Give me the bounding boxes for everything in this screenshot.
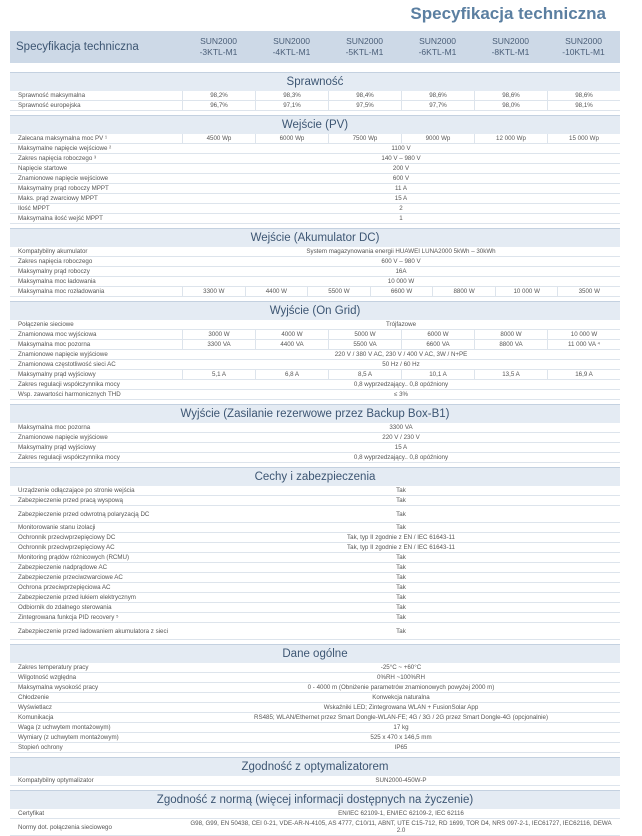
table-row (10, 743, 620, 753)
table-row (10, 144, 620, 154)
row-label: Połączenie sieciowe (18, 321, 74, 328)
row-value: Wskaźniki LED; Zintegrowana WLAN + FusionSolar App (323, 704, 479, 711)
row-value: 10 000 W (495, 287, 558, 296)
row-value: Tak (396, 584, 406, 591)
row-value: 0,8 wyprzedzający.. 0,8 opóźniony (353, 454, 449, 461)
row-label: Zalecana maksymalna moc PV ¹ (18, 135, 108, 142)
row-value: Konwekcja naturalna (372, 694, 430, 701)
model-column-header: SUN2000 -5KTL-M1 (345, 36, 384, 57)
row-label: Zabezpieczenie przed odwrotną polaryzacją DC (18, 510, 150, 518)
row-value: 6600 VA (401, 340, 474, 349)
row-value: 9000 Wp (401, 134, 474, 143)
row-label: Zakres regulacji współczynnika mocy (18, 454, 120, 461)
table-row (10, 267, 620, 277)
section-title: Dane ogólne (10, 644, 620, 663)
table-row (10, 184, 620, 194)
section-title: Wejście (PV) (10, 115, 620, 134)
header-label: Specyfikacja techniczna (16, 41, 139, 53)
row-value: 4400 VA (255, 340, 328, 349)
row-value: G98, G99, EN 50438, CEI 0-21, VDE-AR-N-4105, AS 4777, C10/11, ABNT, UTE C15-712, RD 1699, TOR D4, NRS 097-2-1, IEC61727, IEC62116, DEWA 2.0 (190, 820, 612, 834)
table-row (10, 287, 620, 297)
row-value: 0 - 4000 m (Obniżenie parametrów znamionowych powyżej 2000 m) (307, 684, 495, 691)
table-row (10, 101, 620, 111)
row-value: SUN2000-450W-P (375, 777, 427, 784)
row-value: Tak, typ II zgodnie z EN / IEC 61643-11 (347, 534, 455, 541)
table-row (10, 320, 620, 330)
table-row (10, 496, 620, 506)
row-value: 12 000 Wp (474, 134, 547, 143)
table-row (10, 486, 620, 496)
row-value: 3300 W (182, 287, 245, 296)
row-value: 2 (399, 205, 403, 212)
row-label: Zabezpieczenie przeciwzwarciowe AC (18, 574, 123, 581)
row-value: 96,7% (182, 101, 255, 110)
row-label: Waga (z uchwytem montażowym) (18, 724, 111, 731)
table-row (10, 257, 620, 267)
table-row (10, 330, 620, 340)
table-row (10, 204, 620, 214)
row-value: Tak (396, 497, 406, 504)
row-label: Komunikacja (18, 714, 54, 721)
row-value: 8800 W (432, 287, 495, 296)
table-row (10, 713, 620, 723)
row-label: Znamionowa moc wyjściowa (18, 331, 97, 338)
row-value: 98,0% (474, 101, 547, 110)
row-label: Maksymalna wysokość pracy (18, 684, 99, 691)
row-label: Kompatybilny optymalizator (18, 777, 94, 784)
row-label: Maksymalna moc ładowania (18, 278, 96, 285)
row-value: 98,3% (255, 91, 328, 100)
table-row (10, 776, 620, 786)
row-label: Zakres napięcia roboczego (18, 258, 93, 265)
table-row (10, 390, 620, 400)
row-value: 6600 W (370, 287, 433, 296)
row-label: Ochronnik przeciwprzepięciowy AC (18, 544, 115, 551)
row-value: 16,9 A (547, 370, 620, 379)
row-value: 11 000 VA ⁴ (547, 340, 620, 349)
table-row (10, 340, 620, 350)
model-column-header: SUN2000 -3KTL-M1 (199, 36, 238, 57)
row-label: Zabezpieczenie przed pracą wyspową (18, 497, 123, 504)
row-label: Zintegrowana funkcja PID recovery ⁵ (18, 614, 119, 621)
row-value: 16A (395, 268, 407, 275)
table-row (10, 563, 620, 573)
row-value: 220 V / 230 V (382, 434, 420, 441)
row-label: Normy dot. połączenia sieciowego (18, 823, 112, 831)
row-value: 5000 W (328, 330, 401, 339)
row-value: 0%RH ~100%RH (377, 674, 425, 681)
row-value: Tak (396, 564, 406, 571)
row-label: Zabezpieczenie przed ładowaniem akumulatora z sieci (18, 627, 168, 635)
row-value: 0,8 wyprzedzający.. 0,8 opóźniony (353, 381, 449, 388)
table-row (10, 663, 620, 673)
row-value: 98,6% (474, 91, 547, 100)
row-label: Znamionowa częstotliwość sieci AC (18, 361, 116, 368)
row-label: Zakres temperatury pracy (18, 664, 89, 671)
row-label: Maksymalne napięcie wejściowe ² (18, 145, 112, 152)
section-title: Sprawność (10, 72, 620, 91)
row-value: 600 V – 980 V (381, 258, 421, 265)
row-value: 200 V (392, 165, 410, 172)
row-value: Tak (396, 510, 406, 518)
row-value: EN/IEC 62109-1, EN/IEC 62109-2, IEC 62116 (338, 810, 464, 817)
row-label: Napięcie startowe (18, 165, 68, 172)
row-value: 8000 W (474, 330, 547, 339)
row-value: 10 000 W (387, 278, 415, 285)
section-title: Wejście (Akumulator DC) (10, 228, 620, 247)
row-value: 525 x 470 x 146,5 mm (370, 734, 432, 741)
row-value: 4400 W (245, 287, 308, 296)
row-value: Tak (396, 627, 406, 635)
table-row (10, 723, 620, 733)
row-label: Znamionowe napięcie wyjściowe (18, 434, 108, 441)
row-value: 15 A (394, 195, 408, 202)
row-label: Chłodzenie (18, 694, 49, 701)
row-value: ≤ 3% (393, 391, 409, 398)
row-label: Ochrona przeciwprzepięciowa AC (18, 584, 111, 591)
row-value: 17 kg (393, 724, 409, 731)
row-label: Maksymalny prąd wyjściowy (18, 444, 96, 451)
row-value: 11 A (395, 185, 407, 192)
row-label: Wymiary (z uchwytem montażowym) (18, 734, 119, 741)
row-label: Monitoring prądów różnicowych (RCMU) (18, 554, 130, 561)
table-row (10, 809, 620, 819)
row-label: Maksymalna ilość wejść MPPT (18, 215, 103, 222)
row-value: Tak, typ II zgodnie z EN / IEC 61643-11 (347, 544, 455, 551)
row-value: 5500 W (307, 287, 370, 296)
spec-table (10, 68, 620, 836)
row-label: Wsp. zawartości harmonicznych THD (18, 391, 121, 398)
row-value: 3000 W (182, 330, 255, 339)
table-row (10, 214, 620, 224)
row-value: 5500 VA (328, 340, 401, 349)
row-value: -25°C ~ +60°C (380, 664, 422, 671)
row-value: 6000 Wp (255, 134, 328, 143)
row-value: 1 (399, 215, 403, 222)
row-value: 98,4% (328, 91, 401, 100)
table-row (10, 443, 620, 453)
table-row (10, 174, 620, 184)
row-label: Zabezpieczenie przed łukiem elektrycznym (18, 594, 136, 601)
row-value: 7500 Wp (328, 134, 401, 143)
row-label: Maksymalny prąd roboczy MPPT (18, 185, 109, 192)
table-header (10, 31, 620, 63)
row-label: Maksymalny prąd roboczy (18, 268, 90, 275)
table-row (10, 573, 620, 583)
model-column-header: SUN2000 -10KTL-M1 (562, 36, 605, 57)
table-row (10, 733, 620, 743)
row-value: 15 A (394, 444, 408, 451)
table-row (10, 683, 620, 693)
row-value: 4000 W (255, 330, 328, 339)
row-value: Tak (396, 614, 406, 621)
row-value: Tak (396, 594, 406, 601)
model-column-header: SUN2000 -4KTL-M1 (272, 36, 311, 57)
table-row (10, 553, 620, 563)
row-value: 6000 W (401, 330, 474, 339)
row-value: 3300 VA (389, 424, 413, 431)
row-value: 97,7% (401, 101, 474, 110)
row-value: 15 000 Wp (547, 134, 620, 143)
table-row (10, 603, 620, 613)
table-row (10, 134, 620, 144)
row-label: Sprawność maksymalna (18, 92, 86, 99)
table-row (10, 703, 620, 713)
table-row (10, 433, 620, 443)
table-row (10, 819, 620, 836)
row-value: IP65 (394, 744, 408, 751)
row-value: 6,8 A (255, 370, 328, 379)
table-row (10, 623, 620, 640)
row-value: Tak (396, 574, 406, 581)
row-value: 97,5% (328, 101, 401, 110)
row-label: Zakres regulacji współczynnika mocy (18, 381, 120, 388)
table-row (10, 506, 620, 523)
row-label: Znamionowe napięcie wejściowe (18, 175, 109, 182)
row-value: 1100 V (391, 145, 411, 152)
table-row (10, 91, 620, 101)
row-value: Trójfazowe (385, 321, 417, 328)
row-label: Maksymalna moc pozorna (18, 424, 91, 431)
row-value: 8,5 A (328, 370, 401, 379)
row-value: Tak (396, 487, 406, 494)
model-column-header: SUN2000 -6KTL-M1 (418, 36, 457, 57)
row-value: Tak (396, 604, 406, 611)
row-label: Urządzenie odłączające po stronie wejścia (18, 487, 135, 494)
table-row (10, 194, 620, 204)
table-row (10, 164, 620, 174)
table-row (10, 453, 620, 463)
row-label: Ochronnik przeciwprzepięciowy DC (18, 534, 116, 541)
table-row (10, 613, 620, 623)
section-title: Wyjście (Zasilanie rezerwowe przez Backup Box-B1) (10, 404, 620, 423)
row-label: Ilość MPPT (18, 205, 50, 212)
row-label: Certyfikat (18, 810, 45, 817)
row-value: 4500 Wp (182, 134, 255, 143)
row-value: 140 V – 980 V (381, 155, 421, 162)
row-label: Maksymalny prąd wyjściowy (18, 371, 96, 378)
section-title: Zgodność z optymalizatorem (10, 757, 620, 776)
row-label: Znamionowe napięcie wyjściowe (18, 351, 108, 358)
section-title: Cechy i zabezpieczenia (10, 467, 620, 486)
row-value: 600 V (392, 175, 410, 182)
table-row (10, 583, 620, 593)
row-label: Wilgotność względna (18, 674, 77, 681)
row-label: Kompatybilny akumulator (18, 248, 88, 255)
table-row (10, 277, 620, 287)
row-label: Maks. prąd zwarciowy MPPT (18, 195, 98, 202)
row-label: Maksymalna moc pozorna (18, 341, 91, 348)
row-value: 5,1 A (182, 370, 255, 379)
row-value: 10 000 W (547, 330, 620, 339)
table-row (10, 350, 620, 360)
table-row (10, 693, 620, 703)
table-row (10, 543, 620, 553)
row-value: 98,6% (401, 91, 474, 100)
row-label: Zakres napięcia roboczego ³ (18, 155, 97, 162)
row-value: 3500 W (557, 287, 620, 296)
table-row (10, 247, 620, 257)
row-label: Maksymalna moc rozładowania (18, 288, 105, 295)
row-value: 13,5 A (474, 370, 547, 379)
row-value: System magazynowania energii HUAWEI LUNA2000 5kWh – 30kWh (306, 248, 496, 255)
table-row (10, 523, 620, 533)
row-value: 97,1% (255, 101, 328, 110)
table-row (10, 423, 620, 433)
row-label: Monitorowanie stanu izolacji (18, 524, 96, 531)
row-value: 50 Hz / 60 Hz (382, 361, 420, 368)
row-value: Tak (396, 524, 406, 531)
row-label: Zabezpieczenie nadprądowe AC (18, 564, 108, 571)
row-value: 220 V / 380 V AC, 230 V / 400 V AC, 3W / N+PE (334, 351, 468, 358)
row-value: 10,1 A (401, 370, 474, 379)
row-label: Wyświetlacz (18, 704, 52, 711)
table-row (10, 154, 620, 164)
row-value: 98,6% (547, 91, 620, 100)
table-row (10, 673, 620, 683)
row-label: Stopień ochrony (18, 744, 63, 751)
table-row (10, 360, 620, 370)
row-value: 3300 VA (182, 340, 255, 349)
row-label: Odbiornik do zdalnego sterowania (18, 604, 112, 611)
model-column-header: SUN2000 -8KTL-M1 (491, 36, 530, 57)
section-title: Wyjście (On Grid) (10, 301, 620, 320)
row-label: Sprawność europejska (18, 102, 81, 109)
table-row (10, 593, 620, 603)
table-row (10, 380, 620, 390)
row-value: RS485; WLAN/Ethernet przez Smart Dongle-WLAN-FE; 4G / 3G / 2G przez Smart Dongle-4G (opcjonalnie) (253, 714, 549, 721)
row-value: 98,1% (547, 101, 620, 110)
row-value: 8800 VA (474, 340, 547, 349)
row-value: 98,2% (182, 91, 255, 100)
section-title: Zgodność z normą (więcej informacji dostępnych na życzenie) (10, 790, 620, 809)
row-value: Tak (396, 554, 406, 561)
page-title: Specyfikacja techniczna (410, 4, 606, 23)
table-row (10, 370, 620, 380)
table-row (10, 533, 620, 543)
